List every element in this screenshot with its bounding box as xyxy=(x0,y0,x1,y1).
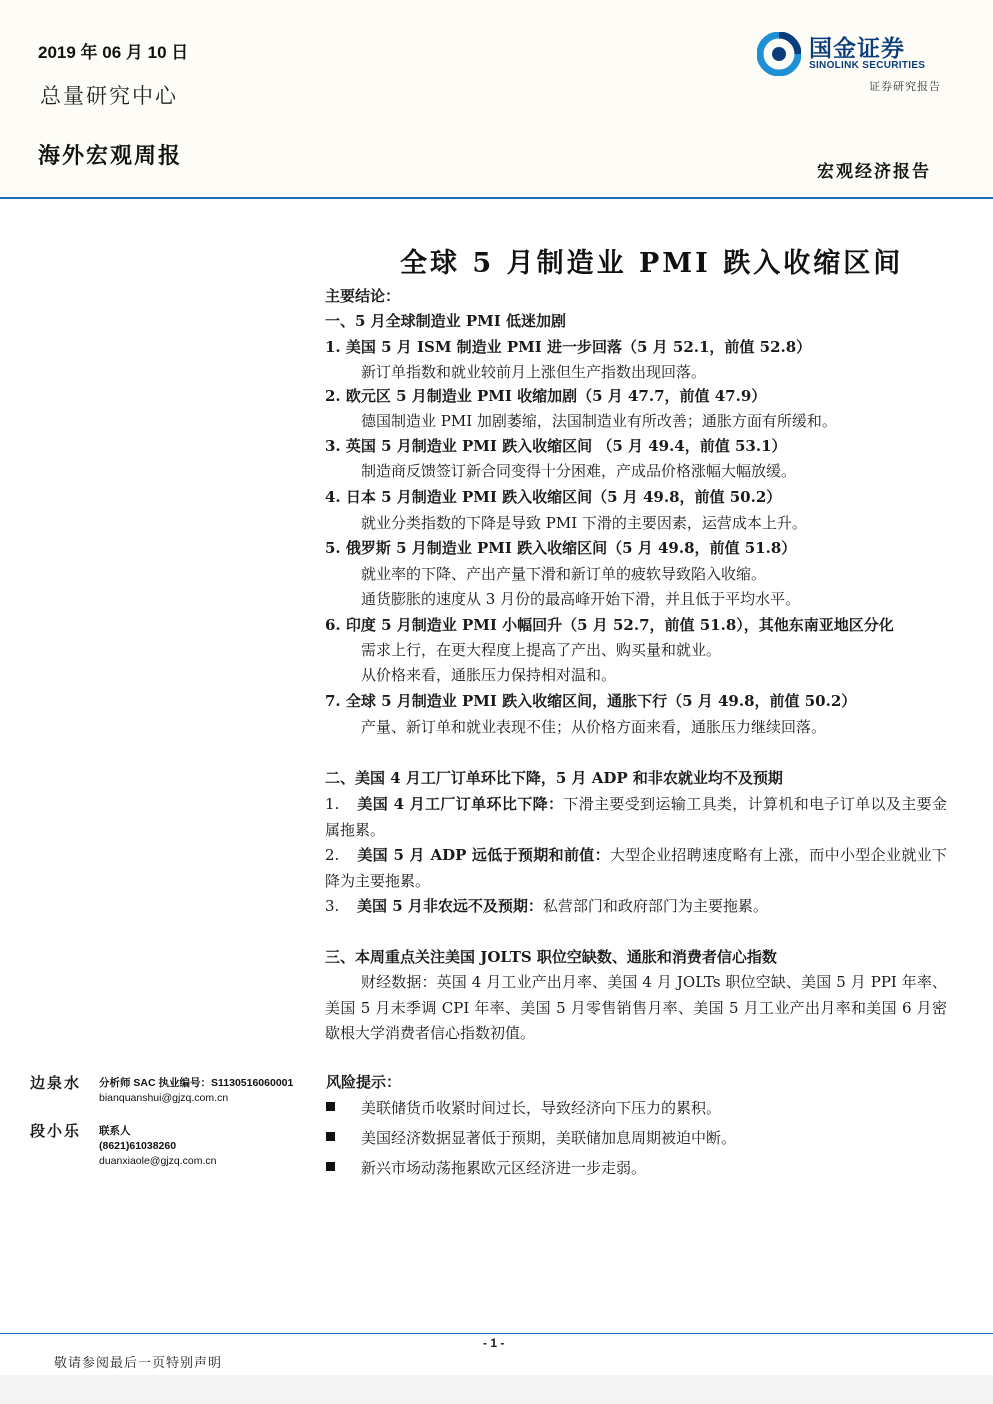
section-paragraph: 财经数据：英国 4 月工业产出月率、美国 4 月 JOLTs 职位空缺、美国 5 月 PPI 年率、美国 5 月未季调 CPI 年率、美国 5 月零售销售月率、美国 5 月工业产出月率和美国 6 月密歇根大学消费者信心指数初值。 xyxy=(325,973,947,1042)
analyst-role: 联系人 xyxy=(99,1125,131,1137)
risk-item xyxy=(326,1127,736,1148)
list-item-head: 1. 美国 5 月 ISM 制造业 PMI 进一步回落（5 月 52.1，前值 52.8） xyxy=(325,338,812,356)
report-type: 宏观经济报告 xyxy=(817,162,931,182)
footer-divider xyxy=(0,1333,993,1334)
list-item-text: 制造商反馈签订新合同变得十分困难，产成品价格涨幅大幅放缓。 xyxy=(361,462,797,480)
list-item-lead: 美国 5 月 ADP 远低于预期和前值： xyxy=(357,846,610,864)
bullet-square-icon xyxy=(326,1132,335,1141)
list-item xyxy=(325,894,947,920)
list-item-text: 通货膨胀的速度从 3 月份的最高峰开始下滑，并且低于平均水平。 xyxy=(361,590,801,608)
bullet-square-icon xyxy=(326,1162,335,1171)
analyst-phone: (8621)61038260 xyxy=(99,1140,177,1152)
report-date: 2019 年 06 月 10 日 xyxy=(38,43,189,62)
analyst-info xyxy=(99,1124,216,1169)
list-item-text: 大型企业招聘速度略有上涨，而中小型企业就业下降为主要拖累。 xyxy=(325,846,947,890)
report-series: 海外宏观周报 xyxy=(38,143,183,169)
risk-item xyxy=(326,1157,646,1178)
list-item-text: 就业率的下降、产出产量下滑和新订单的疲软导致陷入收缩。 xyxy=(361,565,767,583)
analyst-info xyxy=(99,1076,293,1106)
list-item-head: 2. 欧元区 5 月制造业 PMI 收缩加剧（5 月 47.7，前值 47.9） xyxy=(325,387,767,405)
section-heading: 二、美国 4 月工厂订单环比下降，5 月 ADP 和非农就业均不及预期 xyxy=(325,769,783,787)
logo-name: 国金证券 xyxy=(809,36,905,62)
list-item-text: 德国制造业 PMI 加剧萎缩，法国制造业有所改善；通胀方面有所缓和。 xyxy=(361,412,837,430)
conclusions-label: 主要结论： xyxy=(325,287,401,305)
analyst-name: 段小乐 xyxy=(30,1122,82,1140)
analyst-email[interactable]: bianquanshui@gjzq.com.cn xyxy=(99,1092,229,1104)
bullet-square-icon xyxy=(326,1102,335,1111)
list-item-head: 6. 印度 5 月制造业 PMI 小幅回升（5 月 52.7，前值 51.8），其他东南亚地区分化 xyxy=(325,616,894,634)
analyst-name: 边泉水 xyxy=(30,1074,82,1092)
logo-emblem-icon xyxy=(757,32,801,76)
company-logo xyxy=(757,32,943,76)
list-item-text: 下滑主要受到运输工具类，计算机和电子订单以及主要金属拖累。 xyxy=(325,795,947,839)
risk-item-text: 美国经济数据显著低于预期，美联储加息周期被迫中断。 xyxy=(361,1129,737,1147)
list-item-text: 新订单指数和就业较前月上涨但生产指数出现回落。 xyxy=(361,363,707,381)
section-heading: 三、本周重点关注美国 JOLTS 职位空缺数、通胀和消费者信心指数 xyxy=(325,948,777,966)
list-item-number: 2. xyxy=(325,846,340,864)
research-center: 总量研究中心 xyxy=(40,84,178,108)
list-item xyxy=(325,843,947,894)
list-item-head: 7. 全球 5 月制造业 PMI 跌入收缩区间，通胀下行（5 月 49.8，前值 50.2） xyxy=(325,692,857,710)
list-item-number: 1. xyxy=(325,795,340,813)
list-item-head: 4. 日本 5 月制造业 PMI 跌入收缩区间（5 月 49.8，前值 50.2） xyxy=(325,488,782,506)
list-item-lead: 美国 5 月非农远不及预期： xyxy=(357,897,543,915)
analyst-email[interactable]: duanxiaole@gjzq.com.cn xyxy=(99,1155,217,1167)
logo-subtitle: 证券研究报告 xyxy=(869,80,941,93)
risk-item-text: 新兴市场动荡拖累欧元区经济进一步走弱。 xyxy=(361,1159,647,1177)
list-item-text: 私营部门和政府部门为主要拖累。 xyxy=(542,897,768,915)
list-item-text: 产量、新订单和就业表现不佳；从价格方面来看，通胀压力继续回落。 xyxy=(361,718,827,736)
list-item-text: 需求上行，在更大程度上提高了产出、购买量和就业。 xyxy=(361,641,722,659)
list-item xyxy=(325,792,947,843)
risk-item xyxy=(326,1097,721,1118)
header-divider xyxy=(0,197,993,199)
list-item-head: 5. 俄罗斯 5 月制造业 PMI 跌入收缩区间（5 月 49.8，前值 51.8） xyxy=(325,539,797,557)
list-item-text: 从价格来看，通胀压力保持相对温和。 xyxy=(361,666,617,684)
list-item-head: 3. 英国 5 月制造业 PMI 跌入收缩区间 （5 月 49.4，前值 53.1） xyxy=(325,437,787,455)
risk-item-text: 美联储货币收紧时间过长，导致经济向下压力的累积。 xyxy=(361,1099,722,1117)
report-title: 全球 5 月制造业 PMI 跌入收缩区间 xyxy=(400,248,904,279)
logo-english-name: SINOLINK SECURITIES xyxy=(809,60,926,71)
risk-heading: 风险提示： xyxy=(326,1073,402,1091)
list-item-number: 3. xyxy=(325,897,340,915)
analyst-role: 分析师 SAC 执业编号：S1130516060001 xyxy=(99,1077,294,1089)
footer-disclaimer[interactable]: 敬请参阅最后一页特别声明 xyxy=(54,1356,223,1371)
page-number: - 1 - xyxy=(483,1336,505,1350)
section-heading: 一、5 月全球制造业 PMI 低迷加剧 xyxy=(325,312,567,330)
list-item-text: 就业分类指数的下降是导致 PMI 下滑的主要因素，运营成本上升。 xyxy=(361,514,807,532)
footer-band xyxy=(0,1375,993,1404)
list-item-lead: 美国 4 月工厂订单环比下降： xyxy=(357,795,564,813)
